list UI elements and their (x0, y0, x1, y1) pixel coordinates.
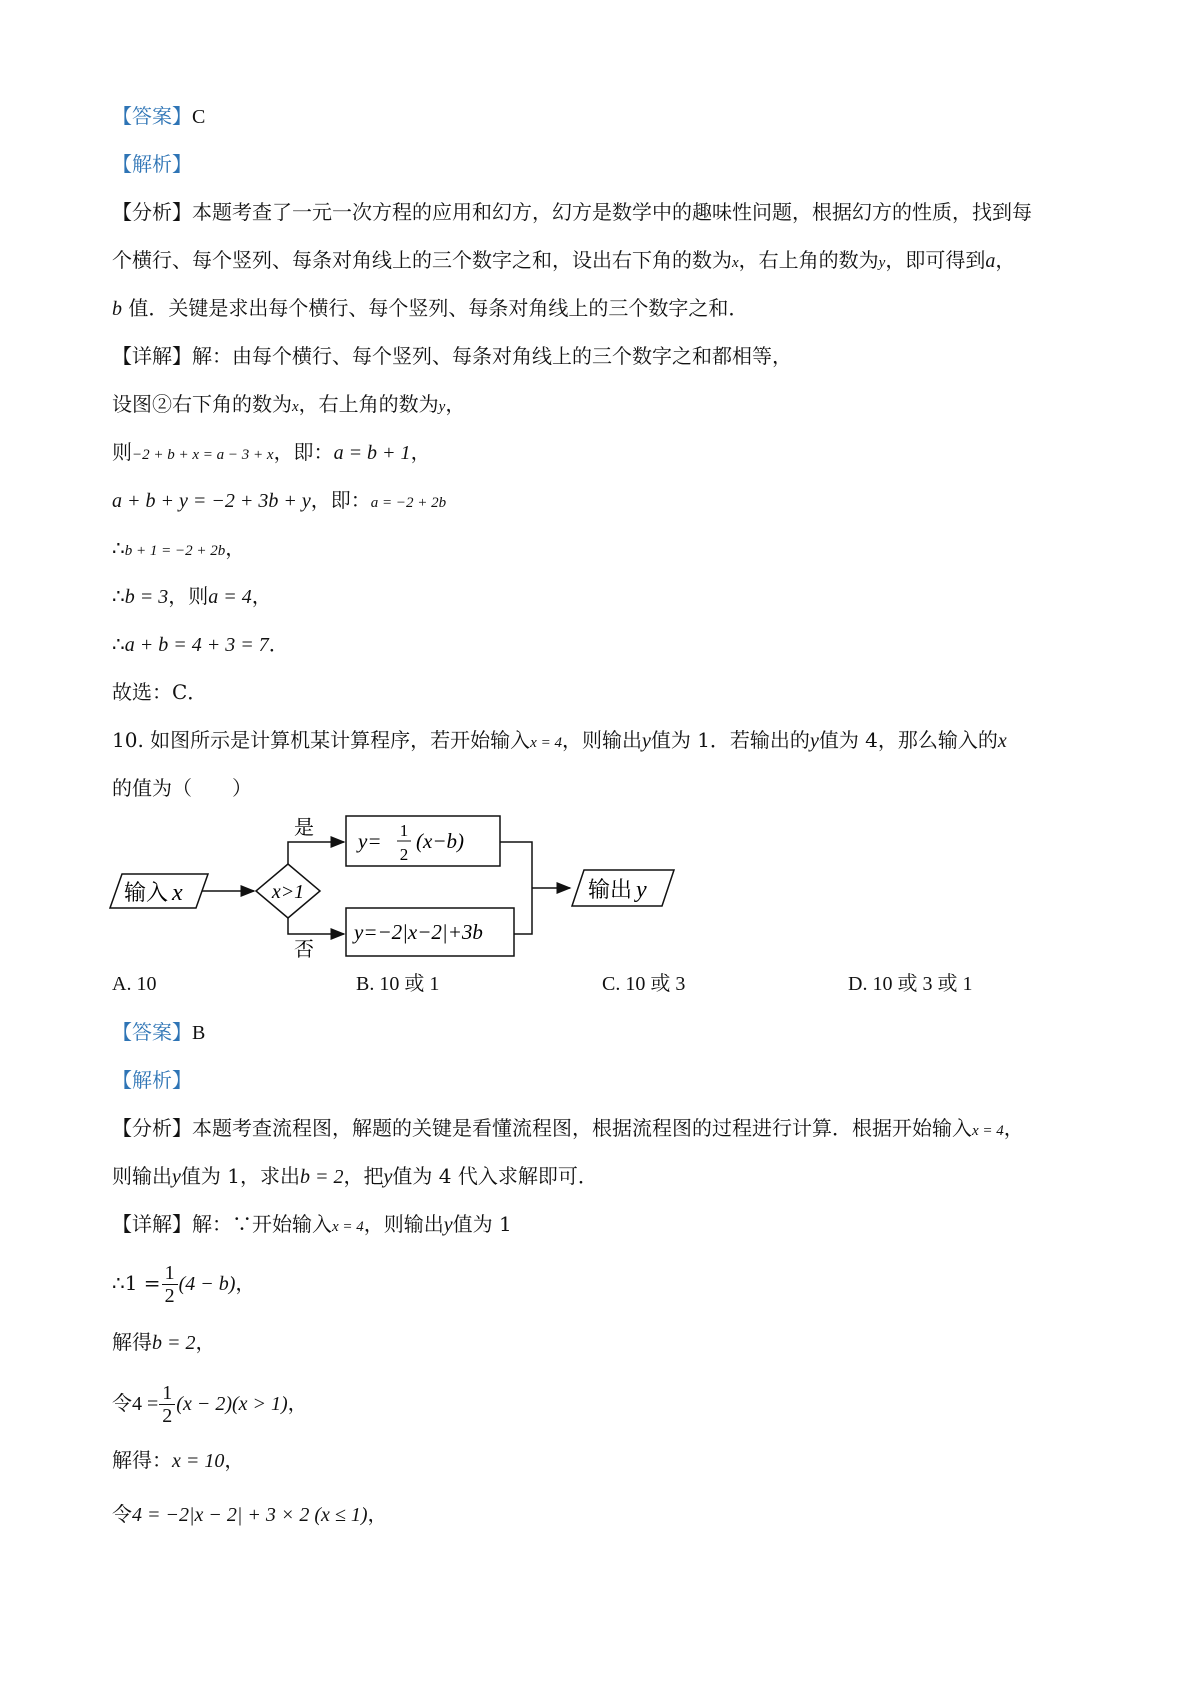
merge-line-yes (500, 842, 532, 934)
answer-value: C (192, 106, 206, 128)
arrow-yes-branch (288, 842, 344, 864)
q10-answer-line (112, 1018, 205, 1047)
output-label: 输出 (588, 877, 633, 902)
option-a: A. 10 (112, 973, 157, 995)
q9-answer-line (112, 102, 205, 131)
q9-equation-1: 则−2 + b + x = a − 3 + x，即：a = b + 1， (112, 440, 431, 464)
q9-equation-2: a + b + y = −2 + 3b + y，即：a = −2 + 2b (112, 488, 447, 512)
q9-detail-line-1: 【详解】解：由每个横行、每个竖列、每条对角线上的三个数字之和都相等， (112, 344, 792, 368)
yes-formula-num: 1 (399, 821, 409, 840)
option-b: B. 10 或 1 (356, 973, 440, 995)
analysis-tag: 【分析】 (112, 200, 192, 224)
q9-detail-line-2: 设图②右下角的数为x，右上角的数为y， (112, 392, 466, 416)
flowchart (108, 808, 708, 958)
q9-equation-4: ∴b = 3，则a = 4， (112, 584, 272, 608)
q9-analysis-line-3: b 值．关键是求出每个横行、每个竖列、每条对角线上的三个数字之和． (112, 296, 749, 320)
detail-tag: 【详解】 (112, 344, 192, 368)
q10-stem-line-2: 的值为（ ） (112, 776, 252, 800)
answer-value: B (192, 1022, 206, 1044)
q10-analysis-line-1: 【分析】本题考查流程图，解题的关键是看懂流程图，根据流程图的过程进行计算．根据开始输入x = 4， (112, 1116, 1024, 1140)
q9-analysis-line-1: 【分析】本题考查了一元一次方程的应用和幻方，幻方是数学中的趣味性问题，根据幻方的性质，找到每 (112, 200, 1032, 224)
yes-formula-lhs: y= (358, 829, 382, 853)
analysis-tag: 【分析】 (112, 1116, 192, 1140)
q9-analysis-line-2: 个横行、每个竖列、每条对角线上的三个数字之和，设出右下角的数为x，右上角的数为y，即可得到a， (112, 248, 1016, 272)
answer-tag: 【答案】 (112, 104, 192, 128)
q10-equation-2: 解得b = 2， (112, 1330, 216, 1354)
jiexi-tag: 【解析】 (112, 152, 192, 176)
jiexi-tag: 【解析】 (112, 1068, 192, 1092)
answer-tag: 【答案】 (112, 1020, 192, 1044)
output-var: y (636, 877, 647, 903)
q9-equation-3: ∴b + 1 = −2 + 2b， (112, 536, 246, 560)
input-var: x (172, 880, 183, 906)
q10-equation-5: 令4 = −2|x − 2| + 3 × 2 (x ≤ 1)， (112, 1502, 388, 1526)
q10-detail-line-1: 【详解】解：∵开始输入x = 4，则输出y值为 1 (112, 1212, 512, 1236)
q9-final-choice: 故选：C． (112, 680, 208, 704)
q10-equation-4: 解得：x = 10， (112, 1448, 245, 1472)
arrow-no-branch (288, 918, 344, 934)
q10-equation-1: ∴1 = $\frac{1}{2}$ (4 − b)， (112, 1262, 256, 1307)
no-label: 否 (294, 939, 314, 958)
q10-analysis-line-2: 则输出y值为 1，求出b = 2，把y值为 4 代入求解即可． (112, 1164, 598, 1188)
yes-formula-rest: (x−b) (416, 829, 464, 853)
q9-equation-5: ∴a + b = 4 + 3 = 7． (112, 632, 289, 656)
option-d: D. 10 或 3 或 1 (848, 973, 973, 995)
q10-stem-line-1: 10. 如图所示是计算机某计算程序，若开始输入x = 4，则输出y值为 1．若输出的y值为 4，那么输入的x (112, 728, 1007, 752)
yes-formula-den: 2 (399, 845, 409, 864)
detail-tag: 【详解】 (112, 1212, 192, 1236)
q10-equation-3: 令4 = $\frac{1}{2}$ (x − 2)(x > 1)， (112, 1382, 308, 1427)
yes-label: 是 (294, 817, 314, 839)
no-formula: y=−2|x−2|+3b (354, 920, 483, 944)
decision-condition: x>1 (271, 881, 305, 903)
option-c: C. 10 或 3 (602, 973, 686, 995)
input-label: 输入 (124, 880, 169, 905)
